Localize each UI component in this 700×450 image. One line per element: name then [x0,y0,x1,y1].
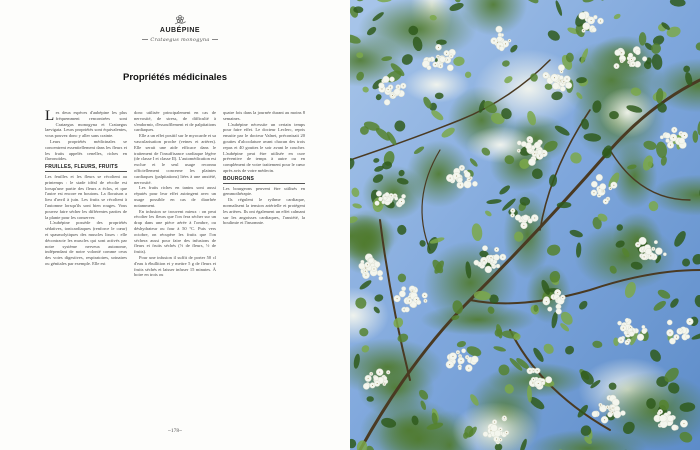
blossom-center [381,89,382,90]
paragraph: Les fruits riches en tanins sont aussi réputés pour leur effet astringent avec un usage possible en cas de diarrhée notamment. [134,185,216,208]
blossom [374,376,379,381]
blossom-center [509,40,510,41]
blossom-center [470,178,471,179]
blossom-center [401,201,402,202]
blossom-center [372,385,373,386]
blossom [375,201,380,206]
blossom [447,65,453,71]
blossom [625,318,629,322]
blossom [382,201,385,204]
blossom [383,76,390,83]
blossom-center [600,21,601,22]
latin-rule-right [212,39,218,40]
blossom-center [627,342,628,343]
blossom [639,237,646,244]
blossom [556,309,562,315]
intro-text: es deux espèces d'aubépine les plus fréquemment rencontrées sont Crataegus monogyna et Crataegus laevigata. Leurs propriétés sont équivalentes, vous pouvez donc y aller sans crainte. [45,110,127,139]
blossom [558,64,564,70]
blossom [363,383,369,389]
blossom-center [562,297,563,298]
blossom-center [397,298,398,299]
blossom [464,172,470,178]
latin-name [130,37,230,43]
blossom-center [502,257,503,258]
blossom [666,139,670,143]
blossom-center [621,340,622,341]
blossom-center [546,301,547,302]
section-title: Propriétés médicinales [122,72,228,83]
blossom [428,58,432,62]
blossom-center [392,95,393,96]
blossom-center [653,248,654,249]
blossom [645,248,651,254]
blossom-center [603,191,604,192]
blossom [379,276,383,280]
blossom [592,411,598,417]
blossom-center [500,429,501,430]
blossom-center [377,383,378,384]
blossom-center [450,178,451,179]
blossom [399,291,405,297]
blossom [523,215,529,221]
blossom-center [365,275,366,276]
blossom-center [438,47,439,48]
paragraph: Leurs propriétés médicinales se concentrent essentiellement dans les fleurs et les fruits appelés cenelles, riches en flavonoïdes. [45,138,127,162]
paragraph: En infusion se trouvent mieux : on peut récolter les fleurs que l'on fera sécher sur un drap dans une pièce aérée à l'ombre, ou déshydrateur ou four à 50 °C. Puis vers octobre, on récupère les fruits que l'on séchera aussi pour faire des infusions de fleurs et fruits séchés (½ de fleurs, ½ de fruits). [134,208,216,255]
blossom-center [403,85,404,86]
blossom-center [438,56,439,57]
blossom [482,245,487,250]
blossom [671,425,677,431]
blur-blob [424,241,518,325]
blossom [628,53,633,58]
blossom-center [512,215,513,216]
blossom-center [440,65,441,66]
blossom [490,259,494,263]
blossom-center [388,89,389,90]
blossom [613,411,621,419]
blossom-center [496,249,497,250]
blossom-center [368,378,369,379]
hawthorn-flower-icon [173,14,187,26]
blossom-center [529,370,530,371]
blossom [472,181,477,186]
blossom-center [371,373,372,374]
blossom [659,415,666,422]
blossom [592,28,597,33]
blossom-center [670,332,671,333]
paragraph: Elle a un effet positif sur le myocarde et sa vascularisation proche (veines et artères). Elle serait une aide efficace dans le traitement de l'insuffisance cardiaque légère (de classe I et classe II). L'automédication est exclue et le seul usage reconnu officiellement concerne les plaintes cardiaques (palpitations) liées à une anxiété, nervosité. [134,133,217,185]
blossom-center [610,409,611,410]
blossom-center [461,360,462,361]
page-header [130,14,230,43]
blossom [552,83,559,90]
blossom [490,425,497,432]
blossom-center [491,257,492,258]
blossom [528,159,535,166]
blossom-center [456,176,457,177]
paragraph: quatre fois dans la journée durant au moins 8 semaines. [223,110,305,121]
blossom [485,266,492,273]
blossom [537,150,542,155]
subheading-buds: BOURGONS [223,177,305,184]
blossom [679,328,682,331]
blossom-center [379,372,380,373]
blossom [660,135,664,139]
blossom-center [390,87,391,88]
blossom-center [543,153,544,154]
blossom-center [689,321,690,322]
blossom-center [365,271,366,272]
blossom-center [388,372,389,373]
blossom [482,261,486,265]
blossom-center [468,368,469,369]
blossom [440,57,446,63]
blossom [534,142,540,148]
blossom [663,253,666,256]
latin-name-text: Crataegus monogyna [150,37,210,43]
blossom-center [604,419,605,420]
blossom [593,15,597,19]
blossom [642,329,647,334]
blossom [461,349,465,353]
blossom-center [500,439,501,440]
paragraph: donc utilisée principalement en cas de nervosité, de stress, de difficulté à s'endormir, d'essoufflement et de palpitations cardiaques. [134,110,216,133]
blossom [591,181,597,187]
blossom [488,434,492,438]
blossom-center [451,56,452,57]
blossom-center [533,379,534,380]
blossom [401,194,405,198]
blossom-center [566,79,567,80]
blossom [686,334,690,338]
blossom [617,321,621,325]
blossom-center [506,432,507,433]
paragraph: Pour une infusion il suffit de porter 50 cl d'eau à ébullition et y mettre 5 g de fleurs et fruits séchés et laisser infuser 15 minutes. À boire en trois ou [134,254,216,278]
blossom-center [616,66,617,67]
blossom [379,83,385,89]
blossom [383,196,387,200]
blossom-center [505,43,506,44]
latin-rule-left [142,39,148,40]
paragraph: Les bourgeons peuvent être utilisés en gemmothérapie. [223,185,305,197]
blossom [401,286,405,290]
blossom [376,191,382,197]
blossom [496,26,503,33]
blossom [499,46,504,51]
blossom [498,33,502,37]
blossom-center [367,264,368,265]
blossom [517,141,521,145]
blossom-center [534,153,535,154]
blossom [600,183,606,189]
blossom [359,263,365,269]
blossom-center [621,61,622,62]
blossom-center [496,438,497,439]
blossom-center [610,188,611,189]
text-column-2 [134,110,216,278]
blossom [515,215,521,221]
blossom-center [460,356,461,357]
blossom-center [600,405,601,406]
blossom [667,416,673,422]
blossom [427,65,431,69]
blossom-center [532,383,533,384]
blossom [579,12,586,19]
blossom-center [534,218,535,219]
blossom [493,254,499,260]
blossom [496,264,500,268]
blossom [471,356,478,363]
plant-name: AUBÉPINE [159,27,201,34]
blossom-center [557,292,558,293]
blossom-center [539,155,540,156]
blossom [620,411,625,416]
blossom-center [545,75,546,76]
blossom [491,263,495,267]
blossom-center [409,301,410,302]
blossom-center [435,64,436,65]
blossom-center [605,201,606,202]
blossom [637,334,644,341]
blossom-center [384,384,385,385]
paragraph: L'aubépine nécessite un certain temps pour faire effet. Le docteur Leclerc, repris ensuite par le docteur Valnet, préconisait 20 gouttes d'alcoolature avant chacun des trois repas et 40 gouttes le soir avant le coucher. L'aubépine peut être utilisée en cure préventive de temps à autre ou en complément de votre traitement pour le cœur après avis de votre médecin. [223,121,305,173]
blossom-center [365,268,366,269]
right-page-photo [350,0,700,450]
blossom [629,331,634,336]
blossom-center [612,407,613,408]
blossom-center [494,421,495,422]
blossom [560,86,565,91]
blossom-center [529,139,530,140]
blossom-center [560,80,561,81]
subheading-harvest: FRUILLES, FLEURS, FRUITS [45,165,127,172]
blossom-center [563,81,564,82]
blossom-center [412,291,413,292]
blossom-center [631,59,632,60]
blossom-center [684,135,685,136]
blossom-center [461,167,462,168]
blossom-center [467,357,468,358]
blossom [416,300,421,305]
blossom [635,49,640,54]
blossom [642,56,647,61]
blossom [667,320,672,325]
blossom-center [449,364,450,365]
blossom-center [660,411,661,412]
page-number: ~178~ [167,428,183,434]
blossom [404,307,409,312]
blossom [583,23,590,30]
blossom-center [394,195,395,196]
drop-cap: L [45,108,55,124]
blossom-center [613,185,614,186]
blossom [596,174,603,181]
blossom-center [674,129,675,130]
blossom [385,192,389,196]
blossom-center [676,337,677,338]
blossom-center [593,192,594,193]
blossom-center [446,53,447,54]
blossom-center [583,30,584,31]
text-column-3 [223,110,305,226]
blossom-center [538,383,539,384]
blossom-center [632,64,633,65]
intro-paragraph [45,110,127,139]
blossom-center [612,412,613,413]
blossom-center [683,423,684,424]
blossom-center [621,52,622,53]
blossom [547,307,552,312]
blossom-center [554,77,555,78]
blossom-center [457,352,458,353]
blossom [565,82,572,89]
blossom [394,89,400,95]
blossom [655,248,662,255]
blossom-center [425,300,426,301]
blossom [528,219,533,224]
blossom [384,99,390,105]
blossom [545,376,552,383]
blossom-center [629,62,630,63]
paragraph: Ils régulent le rythme cardiaque, normalisent la tension artérielle et protègent les artères. Ils ont également un effet calmant sur les angoisses cardiaques, l'anxiété, la boulimie et l'insomnie. [223,197,305,226]
blossom [654,240,658,244]
hawthorn-blossom-photo [350,0,700,450]
blossom [390,77,395,82]
blossom [679,138,685,144]
blossom-center [512,210,513,211]
blossom-center [460,185,461,186]
blossom-center [494,40,495,41]
blossom [642,325,645,328]
blossom-center [644,256,645,257]
blossom-center [523,225,524,226]
blossom-center [607,407,608,408]
blossom [377,270,383,276]
blossom-center [416,299,417,300]
blossom-center [391,195,392,196]
blossom-center [591,20,592,21]
blossom [521,141,526,146]
blossom-center [650,255,651,256]
blossom-center [518,150,519,151]
blossom-center [623,328,624,329]
blossom-center [537,370,538,371]
paragraph: Les feuilles et les fleurs se récoltent au printemps : le stade idéal de récolte est lorsqu'une partie des fleurs a éclos, et que l'autre est encore en boutons. La floraison a lieu d'avril à juin. Les fruits se récoltent à l'automne lorsqu'ils sont bien rouges. Vous pouvez faire sécher les différentes parties de la plante pour les conserver. [45,173,127,220]
leaf [436,40,447,45]
blossom-center [670,145,671,146]
blossom-center [637,244,638,245]
blossom [665,133,671,139]
blossom [483,432,488,437]
blossom-center [424,295,425,296]
blossom [394,197,398,201]
text-column-1 [45,110,127,267]
blossom [669,338,675,344]
blossom [615,50,621,56]
blossom-center [452,356,453,357]
blossom-center [398,87,399,88]
blossom [457,177,462,182]
leaf [353,6,363,13]
paragraph: L'aubépine possède des propriétés sédatives, tonicardiaques (renforce le cœur) et spasmolytiques des muscles lisses : elle décontracte les muscles qui sont activés par notre système nerveux autonome, indépendant de notre volonté comme ceux des voies digestives, respiratoires, urinaires ou génitales par exemple. Elle est [45,220,127,266]
blossom [458,367,461,370]
blossom-center [504,417,505,418]
blossom [474,260,479,265]
blossom [559,76,563,80]
blossom-center [561,71,562,72]
blossom-center [373,269,374,270]
blossom-center [673,137,674,138]
